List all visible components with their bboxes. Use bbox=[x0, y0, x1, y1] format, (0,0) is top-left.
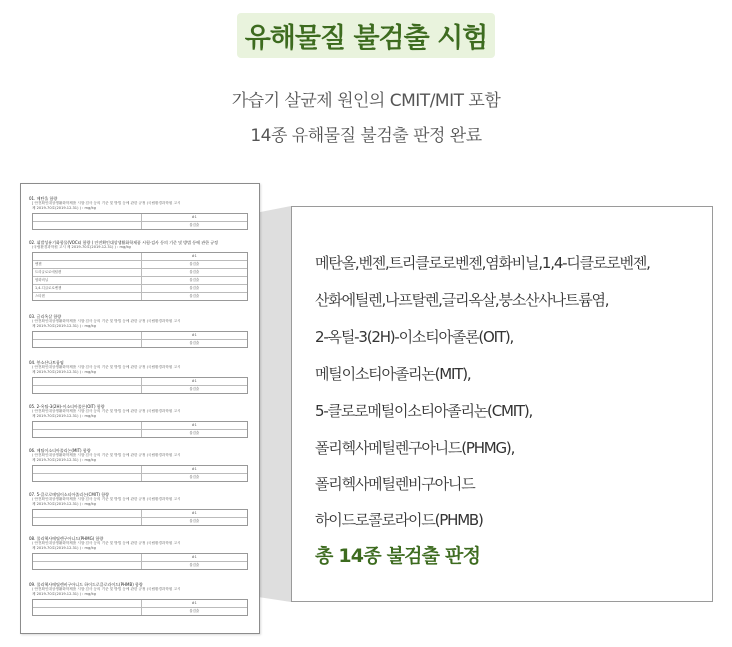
report-section bbox=[29, 314, 251, 348]
table-cell: #1 bbox=[191, 333, 197, 337]
report-result-table bbox=[32, 509, 248, 526]
table-cell bbox=[33, 340, 142, 347]
report-section-heading: 08. 폴리헥사메틸렌구아니드(PHMG) 함량 bbox=[29, 536, 104, 541]
table-cell bbox=[33, 378, 142, 385]
table-cell: 불검출 bbox=[189, 341, 200, 345]
table-row bbox=[33, 600, 247, 607]
table-row bbox=[33, 510, 247, 517]
report-result-table bbox=[32, 421, 248, 438]
table-row bbox=[33, 607, 247, 615]
table-row bbox=[33, 221, 247, 229]
table-cell bbox=[33, 600, 142, 607]
report-result-table bbox=[32, 465, 248, 482]
report-section bbox=[29, 404, 251, 438]
report-result-table bbox=[32, 252, 248, 301]
report-section-text: ( 안전확인대상생활화학제품 시험·검사 등의 기준 및 방법 등에 관한 규정 (국립환경과학원 고시 bbox=[32, 365, 181, 369]
table-cell: 불검출 bbox=[189, 475, 200, 479]
report-section-text: 제 2019-70호(2019.12.31) ) : mg/kg bbox=[32, 458, 96, 462]
table-cell: 1,4-디클로로벤젠 bbox=[33, 285, 142, 292]
report-result-table bbox=[32, 553, 248, 570]
substance-line: 폴리헥사메틸렌비구아니드 bbox=[315, 475, 475, 493]
table-cell: #1 bbox=[191, 423, 197, 427]
table-cell: #1 bbox=[191, 511, 197, 515]
table-cell bbox=[33, 332, 142, 339]
substance-line: 메탄올,벤젠,트리클로로벤젠,염화비닐,1,4-디클로로벤젠, bbox=[315, 254, 650, 272]
table-cell bbox=[33, 510, 142, 517]
table-cell bbox=[33, 466, 142, 473]
table-cell: 불검출 bbox=[189, 431, 200, 435]
report-section-heading: 04. 붕소산나트륨염 bbox=[29, 360, 64, 365]
report-section-text: ( 안전확인대상생활화학제품 시험·검사 등의 기준 및 방법 등에 관한 규정 (국립환경과학원 고시 bbox=[32, 453, 181, 457]
table-cell: #1 bbox=[191, 379, 197, 383]
table-cell bbox=[33, 422, 142, 429]
report-section bbox=[29, 448, 251, 482]
table-cell: #1 bbox=[191, 555, 197, 559]
table-cell: 불검출 bbox=[189, 387, 200, 391]
substance-line: 2-옥틸-3(2H)-이소티아졸론(OIT), bbox=[315, 328, 514, 346]
report-section bbox=[29, 240, 251, 301]
table-cell bbox=[33, 430, 142, 437]
table-cell: 염화비닐 bbox=[33, 277, 142, 284]
table-cell: 불검출 bbox=[189, 278, 200, 282]
report-section-text: ( 안전확인대상생활화학제품 시험·검사 등의 기준 및 방법 등에 관한 규정 (국립환경과학원 고시 bbox=[32, 541, 181, 545]
report-section-heading: 09. 폴리헥사메틸렌비구아니드 하이드로클로라이드(PHMB) 함량 bbox=[29, 582, 143, 587]
table-cell bbox=[33, 562, 142, 569]
substance-line: 하이드로콜로라이드(PHMB) bbox=[315, 511, 483, 529]
substance-line: 메틸이소티아졸리논(MIT), bbox=[315, 365, 471, 383]
report-section-text: 제 2019-70호(2019.12.31) ) : mg/kg bbox=[32, 206, 96, 210]
table-row bbox=[33, 554, 247, 561]
table-cell: 불검출 bbox=[189, 262, 200, 266]
report-section bbox=[29, 492, 251, 526]
page-title: 유해물질 불검출 시험 bbox=[237, 13, 496, 58]
table-row bbox=[33, 473, 247, 481]
substance-line: 5-클로로메틸이소티아졸리논(CMIT), bbox=[315, 402, 533, 420]
report-section-text: 제 2019-70호(2019.12.31) ) : mg/kg bbox=[32, 502, 96, 506]
table-cell bbox=[33, 608, 142, 615]
table-row bbox=[33, 214, 247, 221]
report-section-text: 제 2019-70호(2019.12.31) ) : mg/kg bbox=[32, 592, 96, 596]
table-cell: 불검출 bbox=[189, 609, 200, 613]
report-result-table bbox=[32, 213, 248, 230]
report-result-table bbox=[32, 599, 248, 616]
table-cell: 불검출 bbox=[189, 294, 200, 298]
report-section-text: 제 2019-70호(2019.12.31) ) : mg/kg bbox=[32, 546, 96, 550]
report-section-heading: 02. 휘발성유기화합물(VOCs) 함량 ( 안전확인대상생활화학제품 시험·검사 등의 기준 및 방법 등에 관한 규정 bbox=[29, 240, 218, 245]
total-verdict: 총 14종 불검출 판정 bbox=[315, 545, 481, 567]
table-row bbox=[33, 292, 247, 300]
report-section-text: ( 안전확인대상생활화학제품 시험·검사 등의 기준 및 방법 등에 관한 규정 (국립환경과학원 고시 bbox=[32, 587, 181, 591]
report-section-heading: 07. 5-클로로메틸이소티아졸리논(CMIT) 함량 bbox=[29, 492, 109, 497]
table-row bbox=[33, 466, 247, 473]
table-row bbox=[33, 378, 247, 385]
report-section bbox=[29, 582, 251, 616]
table-row bbox=[33, 260, 247, 268]
table-cell: 불검출 bbox=[189, 223, 200, 227]
report-section-text: 제 2019-70호(2019.12.31) ) : mg/kg bbox=[32, 324, 96, 328]
report-section bbox=[29, 536, 251, 570]
report-result-table bbox=[32, 377, 248, 394]
table-cell bbox=[33, 222, 142, 229]
table-cell: 트리클로로에틸렌 bbox=[33, 269, 142, 276]
table-cell bbox=[33, 554, 142, 561]
subtitle-line-1: 가습기 살균제 원인의 CMIT/MIT 포함 bbox=[231, 91, 501, 111]
table-row bbox=[33, 284, 247, 292]
table-cell: #1 bbox=[191, 254, 197, 258]
table-row bbox=[33, 429, 247, 437]
table-row bbox=[33, 422, 247, 429]
report-section-text: 제 2019-70호(2019.12.31) ) : mg/kg bbox=[32, 370, 96, 374]
report-section-text: 제 2019-70호(2019.12.31) ) : mg/kg bbox=[32, 414, 96, 418]
report-section-heading: 01. 메탄올 함량 bbox=[29, 196, 58, 201]
report-section-text: ( 안전확인대상생활화학제품 시험·검사 등의 기준 및 방법 등에 관한 규정 (국립환경과학원 고시 bbox=[32, 497, 181, 501]
report-section-text: (국립환경과학원 고시 제 2019-70호(2019.12.31) ) : mg/kg bbox=[32, 245, 131, 249]
table-cell: 불검출 bbox=[189, 563, 200, 567]
table-row bbox=[33, 385, 247, 393]
table-cell bbox=[33, 474, 142, 481]
table-cell bbox=[33, 386, 142, 393]
table-row bbox=[33, 339, 247, 347]
table-row bbox=[33, 332, 247, 339]
table-row bbox=[33, 561, 247, 569]
substance-line: 산화에틸렌,나프탈렌,글리옥살,붕소산사나트륨염, bbox=[315, 291, 609, 309]
report-section-heading: 06. 메틸이소티아졸리논(MIT) 함량 bbox=[29, 448, 91, 453]
table-cell: 불검출 bbox=[189, 270, 200, 274]
report-section-heading: 05. 2-옥틸-3(2H)-이소티아졸론(OIT) 함량 bbox=[29, 404, 105, 409]
table-cell: 벤젠 bbox=[33, 261, 142, 268]
table-row bbox=[33, 517, 247, 525]
report-section-heading: 03. 글리옥살 함량 bbox=[29, 314, 62, 319]
report-section-text: ( 안전확인대상생활화학제품 시험·검사 등의 기준 및 방법 등에 관한 규정 (국립환경과학원 고시 bbox=[32, 319, 181, 323]
table-cell bbox=[33, 253, 142, 260]
subtitle-line-2: 14종 유해물질 불검출 판정 완료 bbox=[250, 126, 482, 146]
table-cell: 스티렌 bbox=[33, 293, 142, 300]
substance-list-panel bbox=[291, 206, 713, 602]
table-row bbox=[33, 276, 247, 284]
table-cell: 불검출 bbox=[189, 286, 200, 290]
table-cell: #1 bbox=[191, 601, 197, 605]
report-section bbox=[29, 196, 251, 230]
report-result-table bbox=[32, 331, 248, 348]
table-cell bbox=[33, 518, 142, 525]
substance-line: 폴리헥사메틸렌구아니드(PHMG), bbox=[315, 439, 515, 457]
report-section-text: [ 안전확인대상생활화학제품 시험·검사 등의 기준 및 방법 등에 관한 규정 (국립환경과학원 고시 bbox=[32, 201, 181, 205]
table-row bbox=[33, 253, 247, 260]
table-row bbox=[33, 268, 247, 276]
table-cell: #1 bbox=[191, 467, 197, 471]
report-section bbox=[29, 360, 251, 394]
table-cell: 불검출 bbox=[189, 519, 200, 523]
test-report-document bbox=[20, 183, 260, 634]
table-cell bbox=[33, 214, 142, 221]
report-section-text: ( 안전확인대상생활화학제품 시험·검사 등의 기준 및 방법 등에 관한 규정 (국립환경과학원 고시 bbox=[32, 409, 181, 413]
table-cell: #1 bbox=[191, 215, 197, 219]
